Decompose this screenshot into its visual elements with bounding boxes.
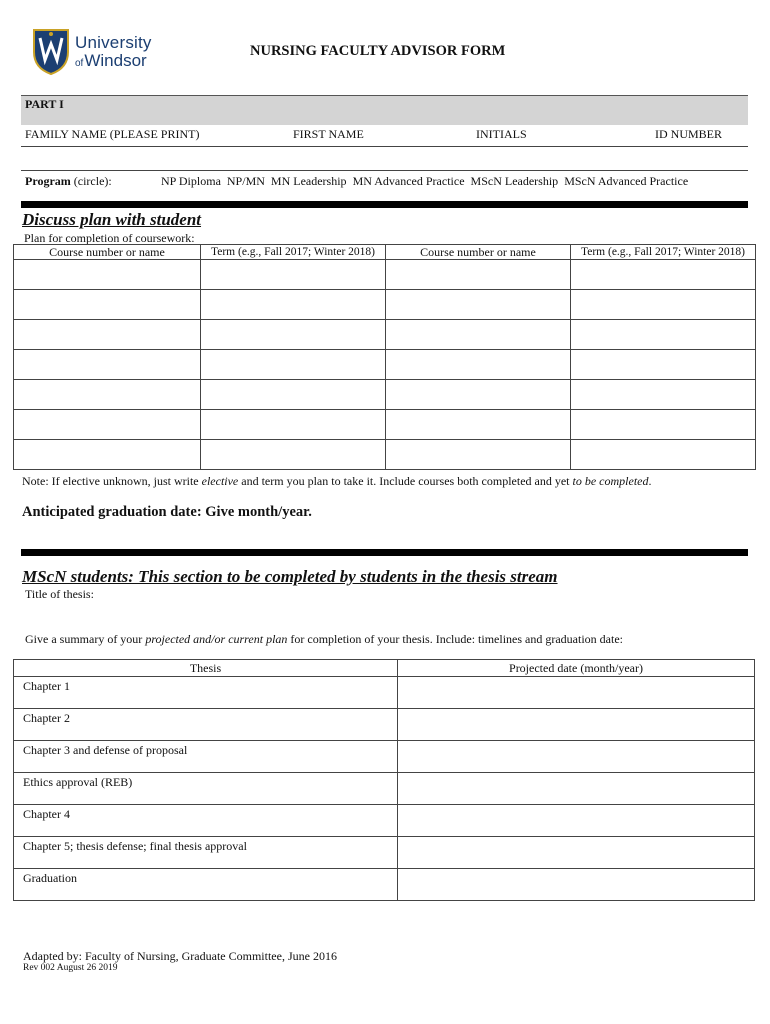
milestone-label: Chapter 5; thesis defense; final thesis approval [14,837,398,869]
program-option-mn-advanced[interactable]: MN Advanced Practice [352,174,465,188]
table-row [14,709,755,741]
table-cell[interactable] [571,320,756,350]
table-cell[interactable] [201,260,386,290]
logo-line2 [75,52,152,69]
logo-of: of [75,58,84,69]
milestone-label: Chapter 2 [14,709,398,741]
program-label-bold: Program [25,174,71,188]
col-thesis: Thesis [14,660,398,677]
col-projected-date: Projected date (month/year) [398,660,755,677]
projected-date-cell[interactable] [398,869,755,901]
table-cell[interactable] [386,440,571,470]
program-options [161,174,688,189]
table-cell[interactable] [386,350,571,380]
table-cell[interactable] [201,320,386,350]
table-cell[interactable] [571,380,756,410]
table-cell[interactable] [14,290,201,320]
table-row [14,869,755,901]
table-cell[interactable] [571,260,756,290]
col-term-2: Term (e.g., Fall 2017; Winter 2018) [571,245,756,260]
table-cell[interactable] [386,320,571,350]
summary-text: Give a summary of your [25,632,146,646]
coursework-note [22,474,652,489]
footer-revision: Rev 002 August 26 2019 [23,963,118,973]
table-cell[interactable] [14,380,201,410]
table-cell[interactable] [14,260,201,290]
table-row [14,320,756,350]
table-row [14,290,756,320]
table-cell[interactable] [386,260,571,290]
table-cell[interactable] [14,440,201,470]
table-cell[interactable] [386,290,571,320]
summary-emphasis: projected and/or current plan [145,632,288,646]
table-row [14,805,755,837]
divider [21,170,748,171]
note-text: Note: If elective unknown, just write [22,474,202,488]
table-cell[interactable] [201,440,386,470]
section-divider [21,201,748,208]
table-cell[interactable] [14,350,201,380]
program-label [25,174,112,189]
col-course-1: Course number or name [14,245,201,260]
section-divider [21,549,748,556]
coursework-subheading: Plan for completion of coursework: [24,231,195,245]
thesis-heading: MScN students: This section to be completed by students in the thesis stream [22,567,558,586]
table-row [14,440,756,470]
projected-date-cell[interactable] [398,677,755,709]
table-row [14,677,755,709]
milestone-label: Chapter 1 [14,677,398,709]
note-emphasis: to be completed [572,474,649,488]
milestone-label: Chapter 4 [14,805,398,837]
thesis-summary-instructions [25,632,623,647]
program-option-np-diploma[interactable]: NP Diploma [161,174,221,188]
note-text: . [648,474,652,488]
program-option-mscn-leadership[interactable]: MScN Leadership [470,174,559,188]
table-cell[interactable] [571,440,756,470]
coursework-table [13,244,756,470]
milestone-label: Graduation [14,869,398,901]
id-number-label: ID NUMBER [655,127,723,141]
table-cell[interactable] [386,410,571,440]
summary-text: for completion of your thesis. Include: timelines and graduation date: [287,632,623,646]
table-row [14,380,756,410]
col-course-2: Course number or name [386,245,571,260]
projected-date-cell[interactable] [398,805,755,837]
projected-date-cell[interactable] [398,837,755,869]
table-row [14,773,755,805]
table-cell[interactable] [201,410,386,440]
logo-line1: University [75,33,152,52]
note-text: and term you plan to take it. Include courses both completed and yet [238,474,573,488]
table-row [14,837,755,869]
thesis-title-label: Title of thesis: [25,587,94,601]
projected-date-cell[interactable] [398,709,755,741]
graduation-date-label: Anticipated graduation date: Give month/year. [22,504,312,520]
table-header-row [14,245,756,260]
table-cell[interactable] [201,290,386,320]
table-cell[interactable] [201,380,386,410]
table-cell[interactable] [14,320,201,350]
table-cell[interactable] [571,290,756,320]
table-row [14,410,756,440]
table-cell[interactable] [571,410,756,440]
col-term-1: Term (e.g., Fall 2017; Winter 2018) [201,245,386,260]
first-name-label: FIRST NAME [293,127,364,141]
note-emphasis: elective [201,474,239,488]
program-option-mscn-advanced[interactable]: MScN Advanced Practice [564,174,689,188]
program-hint: (circle): [73,174,112,188]
program-option-np-mn[interactable]: NP/MN [226,174,265,188]
program-option-mn-leadership[interactable]: MN Leadership [270,174,347,188]
logo-windsor: Windsor [84,51,147,70]
logo-wordmark [75,34,152,69]
table-cell[interactable] [14,410,201,440]
table-row [14,350,756,380]
footer-adapted: Adapted by: Faculty of Nursing, Graduate Committee, June 2016 [23,949,337,963]
table-row [14,260,756,290]
coursework-heading: Discuss plan with student [22,210,202,229]
part-bar [21,95,748,125]
initials-label: INITIALS [476,127,527,141]
table-cell[interactable] [201,350,386,380]
family-name-label: FAMILY NAME (PLEASE PRINT) [25,127,200,141]
form-title: NURSING FACULTY ADVISOR FORM [250,43,506,59]
part-label: PART I [25,97,64,111]
milestone-label: Chapter 3 and defense of proposal [14,741,398,773]
table-header-row [14,660,755,677]
projected-date-cell[interactable] [398,741,755,773]
divider [21,146,748,147]
table-row [14,741,755,773]
projected-date-cell[interactable] [398,773,755,805]
table-cell[interactable] [386,380,571,410]
milestone-label: Ethics approval (REB) [14,773,398,805]
table-cell[interactable] [571,350,756,380]
thesis-table [13,659,755,901]
